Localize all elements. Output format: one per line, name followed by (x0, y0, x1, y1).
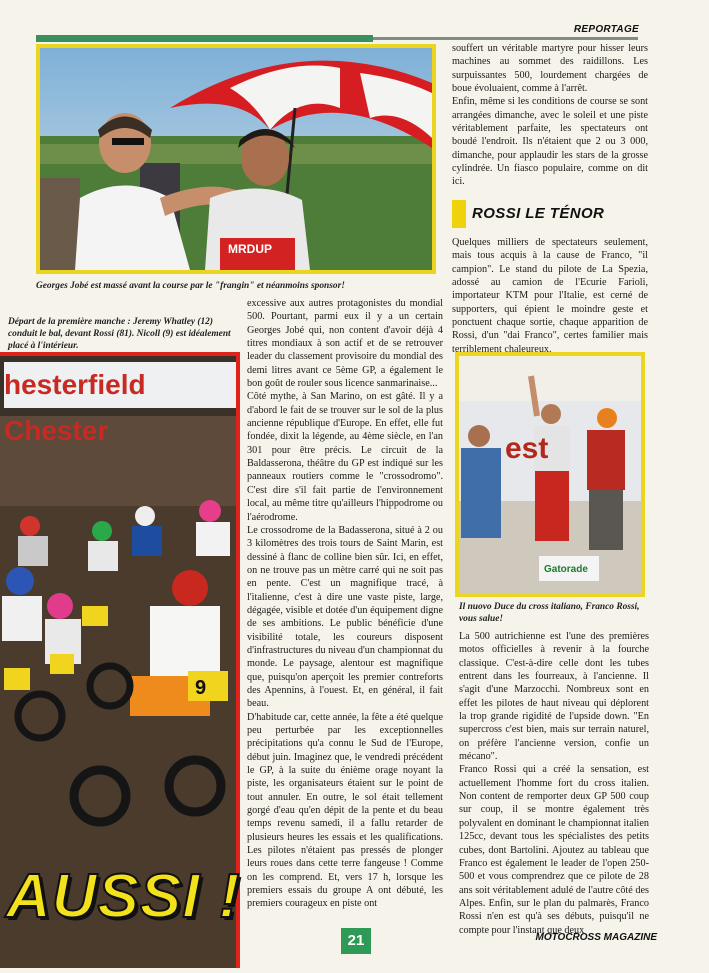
shirt-sponsor-text: MRDUP (228, 242, 272, 256)
subheading-marker (452, 200, 466, 228)
section-label: REPORTAGE (573, 24, 639, 35)
column-right-mid (452, 236, 648, 356)
header-rule (36, 35, 638, 42)
photo-massage (36, 44, 436, 274)
paragraph: souffert un véritable martyre pour hisser leurs machines au sommet des raidillons. Les surpuissantes 500, lourdement chargées de boue évoluaient, comme à l'arrêt. (452, 43, 648, 95)
paragraph: excessive aux autres protagonistes du mondial 500. Pourtant, parmi eux il y a un certain Georges Jobé qui, non content d'avoir déjà 4 titres mondiaux à son actif et de se retrouver leader du classement provisoire du mondial des demi litres avant ce 5ème GP, a également le bon goût de rouler sous licence sanmarinaise... (247, 298, 443, 390)
paragraph: La 500 autrichienne est l'une des premières motos officielles à revenir à la fourche classique. C'est-à-dire celle dont les tubes entrent dans les fourreaux, à l'ancienne. Il s'agit d'une Marzocchi. Nombreux sont en effet les pilotes de haut niveau qui déplorent la trop grande rigidité de l'upside down. "En supercross c'est bien, mais sur terrain naturel, on préfère l'ancienne version, confie un mécano". (459, 631, 649, 763)
caption-photo-top: Georges Jobé est massé avant la course par le "frangin" et néanmoins sponsor! (36, 281, 345, 291)
caption-photo-start: Départ de la première manche : Jeremy Whatley (12) conduit le bal, devant Rossi (81). Nicoll (9) est idéalement placé à l'intérieur. (8, 317, 231, 351)
photo-podium (455, 352, 645, 597)
svg-text:9: 9 (195, 677, 207, 699)
subheading (452, 200, 648, 228)
podium-board-text: Gatorade (544, 564, 588, 575)
paragraph: Franco Rossi qui a créé la sensation, est actuellement l'homme fort du cross italien. Non content de remporter deux GP 500 coup sur coup, il se montre également très polyvalent en dominant le championnat italien 125cc, devant tous les spécialistes des petits cubes, dont Bartolini. Ajoutez au tableau que Franco est également le leader de l'open 250-500 et vous comprendrez que ce pilote de 28 ans soit véritablement adulé de l'autre côté des Alpes. Enfin, sur le plan du palmarès, Franco Rossi n'en est qu'à ses débuts, puisqu'il ne compte pour l'instant que deux (459, 764, 649, 936)
sponsor-banner: hesterfield Chester (4, 362, 236, 408)
podium-sign-text: est (505, 432, 549, 465)
podium-sign (505, 432, 565, 472)
paragraph: Enfin, même si les conditions de course se sont arrangées dimanche, avec le soleil et une piste véritablement parfaite, les spectateurs ont boudé l'endroit. Ils n'étaient que 2 ou 3 000, dimanche, pour applaudir les stars de la grosse cylindrée. Un fiasco populaire, comme on dit ici. (452, 96, 648, 188)
photo-podium-image (459, 356, 641, 593)
headline-word: AUSSI ! (6, 862, 241, 931)
photo-massage-image (40, 48, 432, 270)
paragraph: Le crossodrome de la Badasserona, situé à 2 ou 3 kilomètres des trois tours de Saint Marin, est dessiné à flanc de colline bien sûr. Ici, en effet, on ne trouve pas un mètre carré qui ne soit pas en pente. C'est un magnifique tracé, à l'italienne, c'est à dire une vaste piste, large, dégagée, visible et dotée d'un équipement digne de ses ambitions. Le public bénéficie d'une visibilité totale, les coureurs disposent d'infrastructures du niveau d'un championnat du monde. Le paysage, alentour est magnifique que, puisqu'on aperçoit les premier contreforts des Apennins, à l'ouest. Et, en général, il fait beau. (247, 524, 443, 710)
magazine-name: MOTOCROSS MAGAZINE (535, 932, 657, 943)
subheading-text: ROSSI LE TÉNOR (472, 205, 605, 222)
paragraph: D'habitude car, cette année, la fête a été quelque peu perturbée par les exceptionnelles précipitations qu'a connu le Sud de l'Europe, début juin. Imaginez que, le vendredi précédent le GP, à la suite du énième orage noyant la piste, les organisateurs étaient sur le point de tout annuler. En outre, le sol était tellement gorgé d'eau qu'en dépit de la pente et du beau temps revenu samedi, il a fallu retarder de plusieurs heures les essais et les qualifications. Les pilotes n'étaient pas pressés de plonger leurs roues dans cette terre fangeuse ! Comme on les comprend. Et, vers 17 h, lorsque les premiers essais du groupe A ont débuté, les premiers courageux en piste ont (247, 711, 444, 910)
column-right-bottom (459, 630, 649, 937)
caption-photo-podium: Il nuovo Duce du cross italiano, Franco Rossi, vous salue! (459, 602, 640, 624)
paragraph: Côté mythe, à San Marino, on est gâté. Il y a d'abord le fait de se trouver sur le sol de la plus ancienne république d'Europe. En effet, elle fut fondée, dixit la légende, au 4ème siècle, en l'an 301 pour être précis. Le circuit de la Baldasserona, théâtre du GP est indiqué sur les panneaux routiers comme le "crossodromo". C'est dire s'il fait partie de l'environnement local, au même titre qu'ailleurs l'hippodrome ou l'aérodrome. (247, 391, 443, 523)
column-right-top (452, 42, 648, 189)
page-number: 21 (341, 928, 371, 954)
column-middle (247, 297, 443, 911)
paragraph: Quelques milliers de spectateurs seulement, mais tous acquis à la cause de Franco, "il campion". Le stand du pilote de La Spezia, adossé au camion de l'Ecurie Farioli, importateur KTM pour l'Italie, est cerné de supporters, qui épient le moindre geste et ponctuent chaque sortie, chaque apparition de Rossi, d'un "dai Franco", certes familier mais terriblement chaleureux. (452, 237, 648, 355)
